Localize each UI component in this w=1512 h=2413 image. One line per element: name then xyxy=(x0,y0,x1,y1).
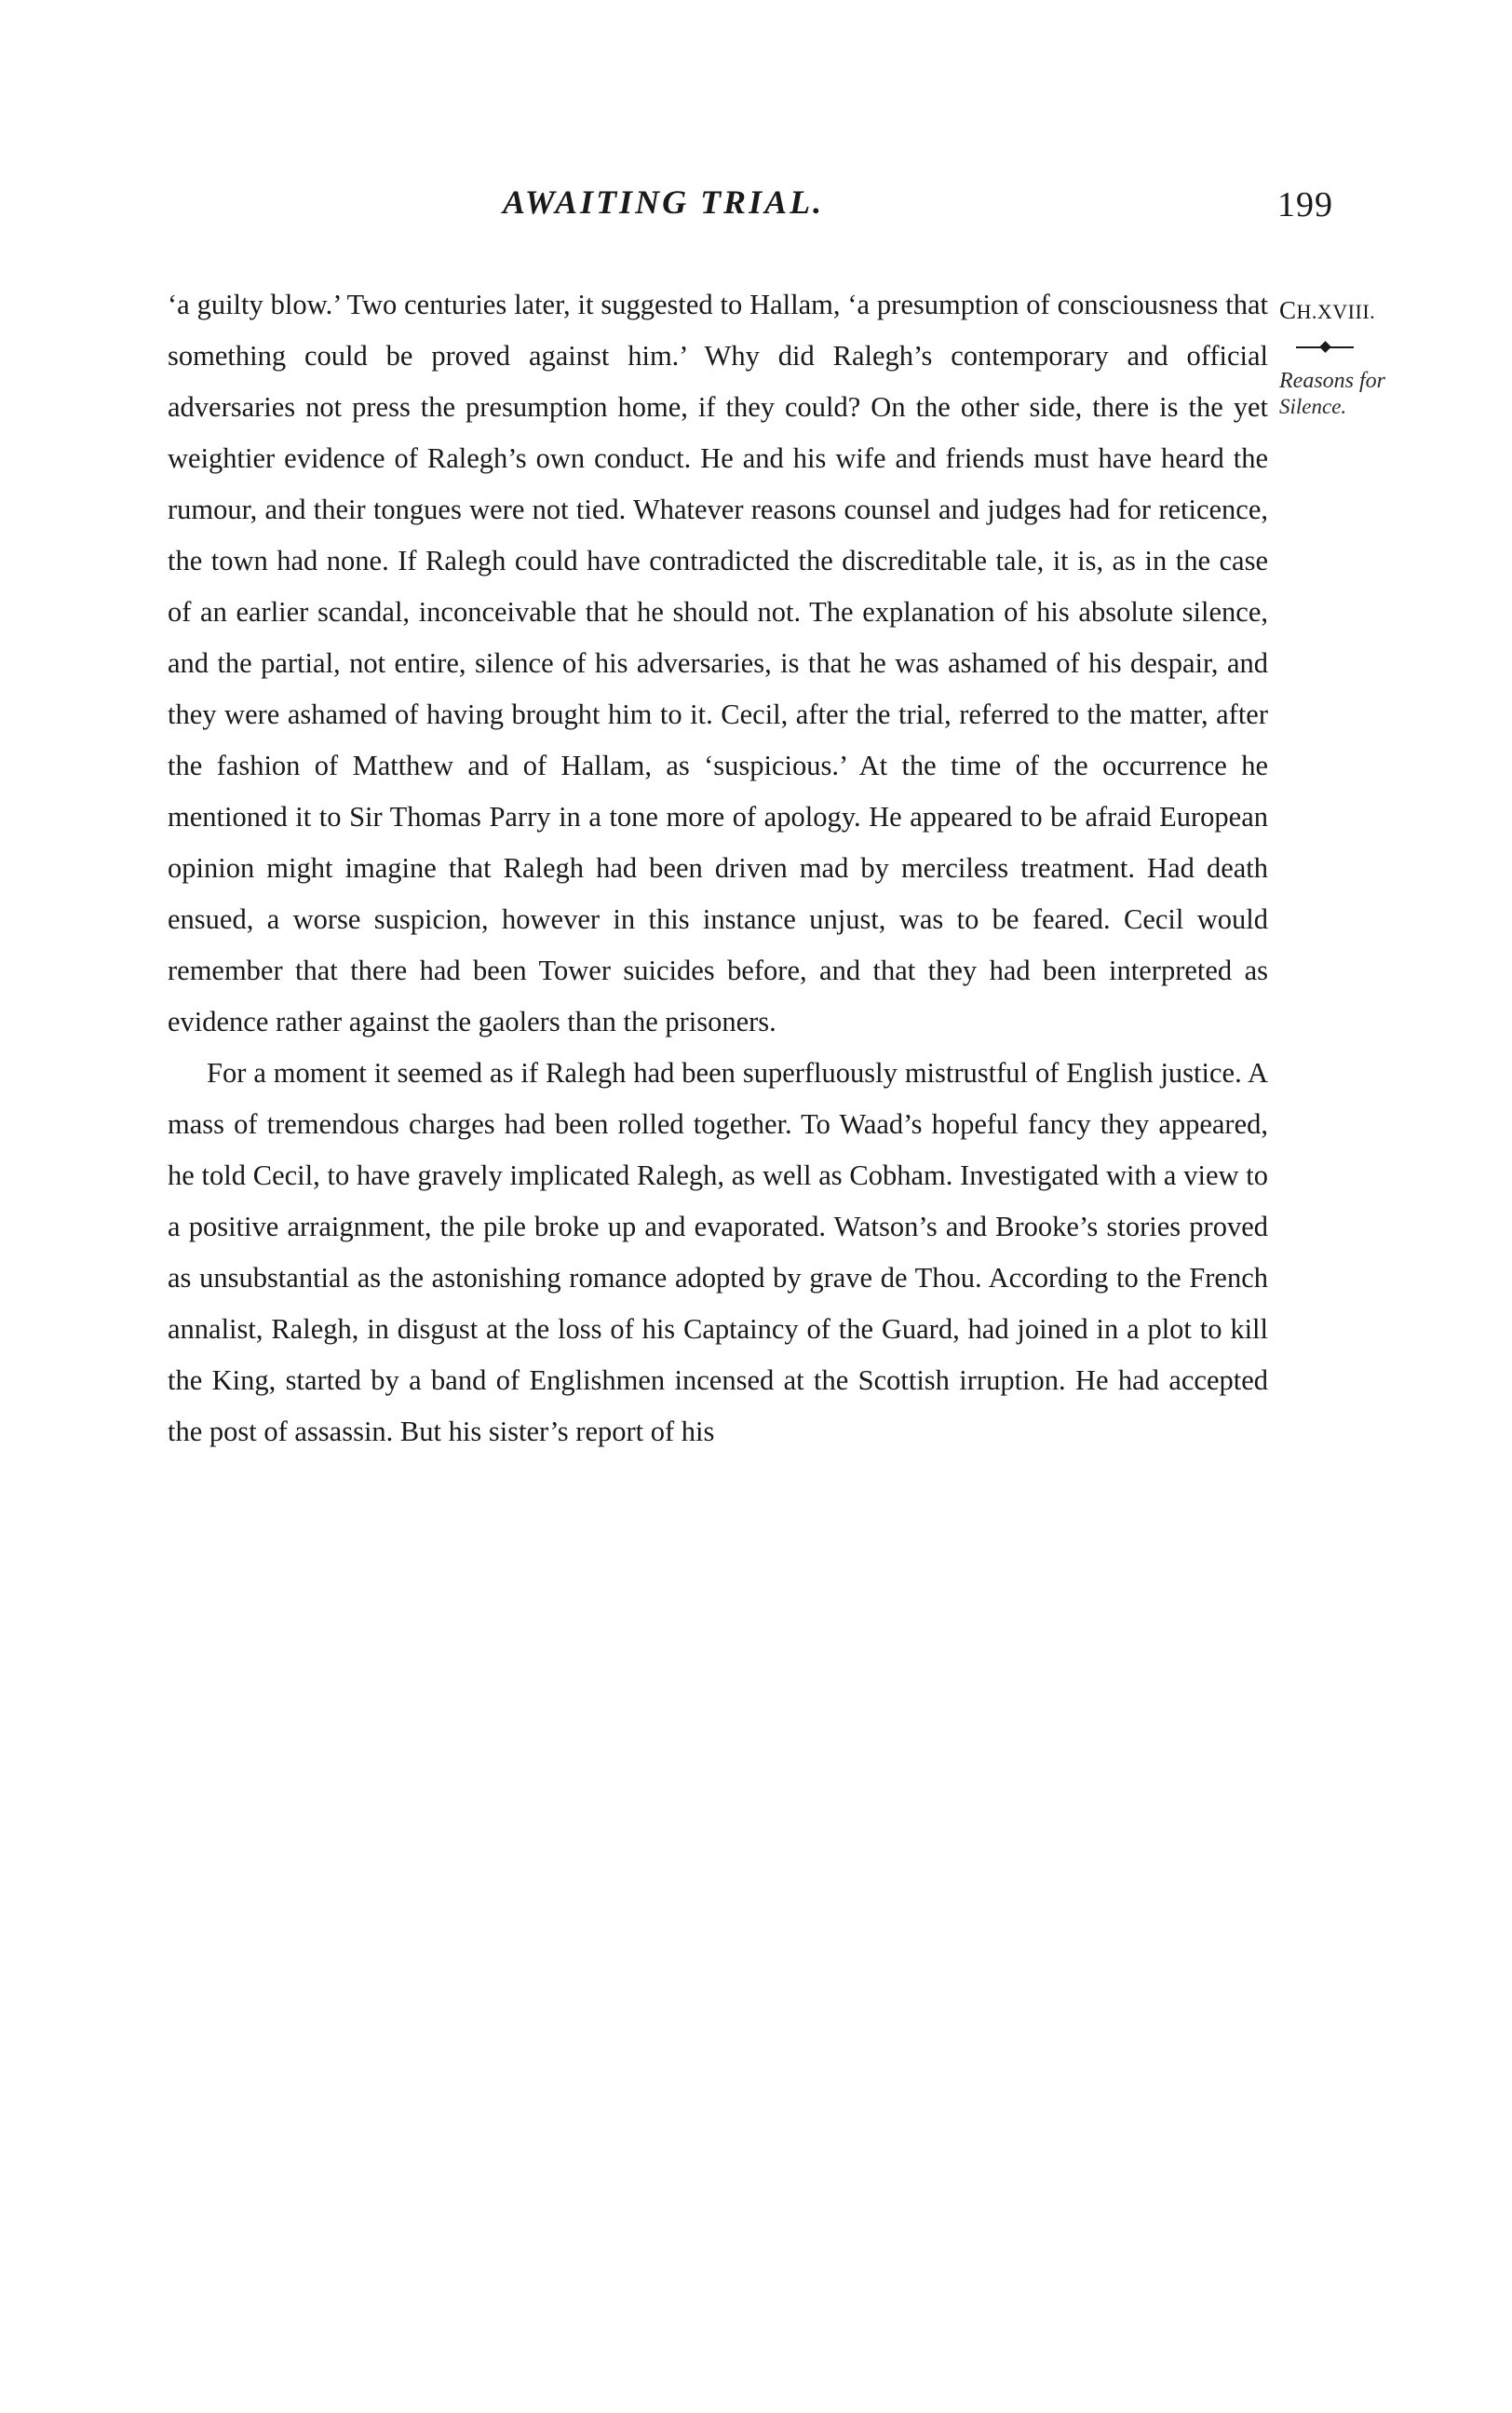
margin-chapter-label xyxy=(1279,296,1475,325)
paragraph-2: For a moment it seemed as if Ralegh had been superfluously mistrustful of English justice. A mass of tremendous charges had been rolled together. To Waad’s hopeful fancy they appeared, he told Cecil, to have gravely implicated Ralegh, as well as Cobham. Investigated with a view to a positive arraignment, the pile broke up and evaporated. Watson’s and Brooke’s stories proved as unsubstantial as the astonishing romance adopted by grave de Thou. According to the French annalist, Ralegh, in disgust at the loss of his Captaincy of the Guard, had joined in a plot to kill the King, started by a band of Englishmen incensed at the Scottish irruption. He had accepted the post of assassin. But his sister’s report of his xyxy=(168,1057,1268,1447)
margin-note-label xyxy=(1279,368,1475,420)
running-head-title: AWAITING TRIAL. xyxy=(503,183,825,221)
margin-chapter-rest: H.XVIII. xyxy=(1296,300,1376,323)
margin-note xyxy=(1279,296,1475,420)
page-number: 199 xyxy=(1277,185,1333,224)
margin-note-label-line1: Reasons for xyxy=(1279,369,1385,393)
margin-chapter-prefix: C xyxy=(1279,296,1297,324)
body-text xyxy=(168,279,1268,1457)
page-header xyxy=(168,183,1359,238)
rule-ornament-icon xyxy=(1296,340,1361,355)
margin-note-label-line2: Silence. xyxy=(1279,395,1347,418)
paragraph-1: ‘a guilty blow.’ Two centuries later, it suggested to Hallam, ‘a presumption of consciousness that something could be proved against him.’ Why did Ralegh’s contemporary and official adversaries not press the presumption home, if they could? On the other side, there is the yet weightier evidence of Ralegh’s own conduct. He and his wife and friends must have heard the rumour, and their tongues were not tied. Whatever reasons counsel and judges had for reticence, the town had none. If Ralegh could have contradicted the discreditable tale, it is, as in the case of an earlier scandal, inconceivable that he should not. The explanation of his absolute silence, and the partial, not entire, silence of his adversaries, is that he was ashamed of his despair, and they were ashamed of having brought him to it. Cecil, after the trial, referred to the matter, after the fashion of Matthew and of Hallam, as ‘suspicious.’ At the time of the occurrence he mentioned it to Sir Thomas Parry in a tone more of apology. He appeared to be afraid European opinion might imagine that Ralegh had been driven mad by merciless treatment. Had death ensued, a worse suspicion, however in this instance unjust, was to be feared. Cecil would remember that there had been Tower suicides before, and that they had been interpreted as evidence rather against the gaolers than the prisoners. xyxy=(168,289,1268,1037)
